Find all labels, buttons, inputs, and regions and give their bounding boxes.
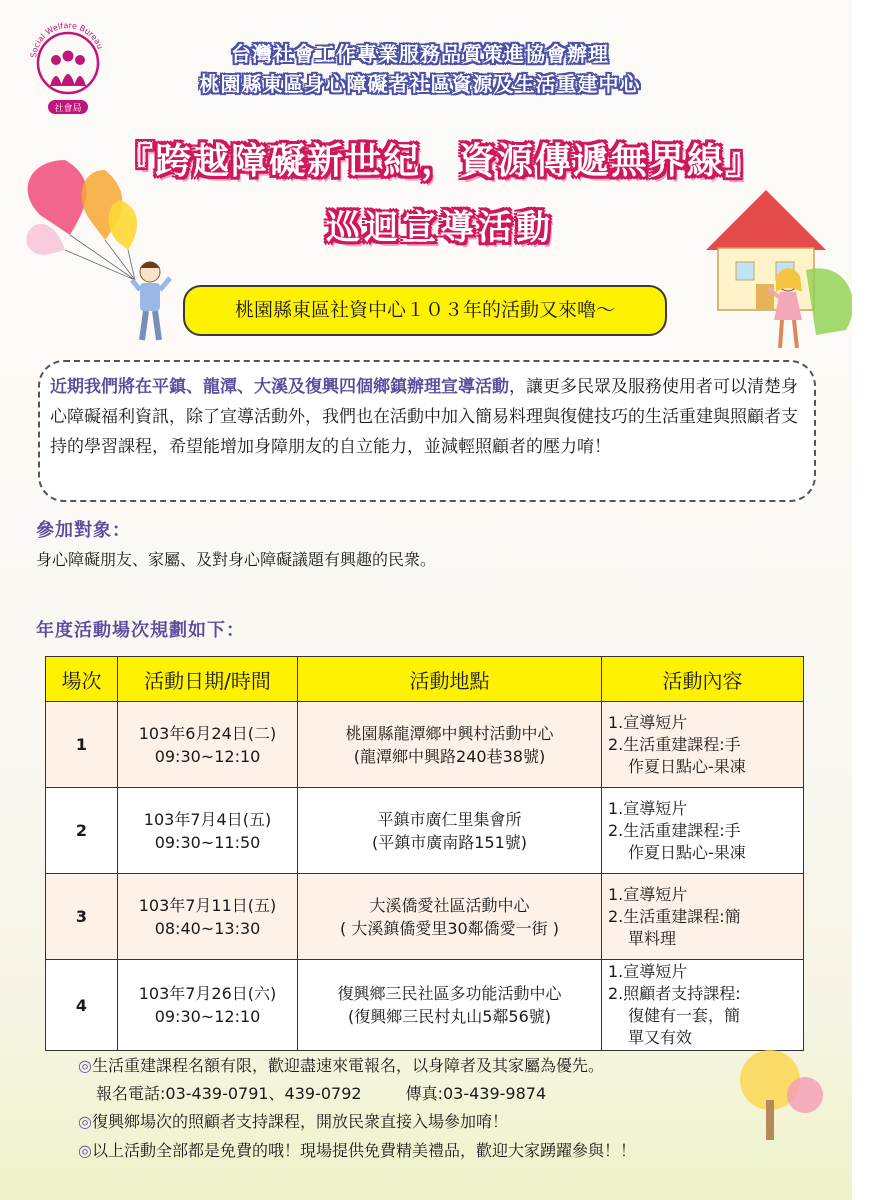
schedule-heading: 年度活動場次規劃如下： [36, 620, 245, 641]
note-mark: ◎ [78, 1056, 92, 1075]
col-header-datetime: 活動日期/時間 [118, 657, 298, 702]
content-line: 2.生活重建課程:簡 [608, 906, 741, 926]
scan-edge [852, 0, 872, 1200]
content-line: 1.宣導短片 [608, 884, 688, 904]
note-registration [78, 1053, 604, 1076]
venue-name: 大溪僑愛社區活動中心 [369, 895, 530, 915]
intro-box [38, 360, 816, 502]
content-line: 1.宣導短片 [608, 798, 688, 818]
intro-text: ，讓更多民眾及服務使用者可以清楚身心障礙福利資訊，除了宣導活動外，我們也在活動中加入簡易料理與復健技巧的生活重建與照顧者支持的學習課程，希望能增加身障朋友的自立能力，並減輕照顧者的壓力唷！ [50, 377, 798, 457]
intro-paragraph [40, 362, 814, 462]
table-header-row [46, 657, 804, 702]
logo-bottom-text: 社會局 [54, 104, 82, 114]
content-line: 1.宣導短片 [608, 712, 688, 732]
content-line: 單又有效 [628, 1028, 693, 1047]
table-row [46, 874, 804, 960]
session-datetime [118, 960, 298, 1051]
center-name-line: 桃園縣東區身心障礙者社區資源及生活重建中心 [199, 72, 641, 96]
content-line: 復健有一套，簡 [628, 1006, 741, 1025]
content-line: 2.照顧者支持課程: [608, 984, 741, 1003]
venue-address: (復興鄉三民村丸山5鄰56號) [347, 1007, 552, 1026]
note-mark: ◎ [78, 1112, 92, 1131]
venue-address: ( 大溪鎮僑愛里30鄰僑愛一街 ) [339, 918, 560, 938]
intro-highlight: 近期我們將在平鎮、龍潭、大溪及復興四個鄉鎮辦理宣導活動 [50, 377, 509, 397]
note-text: 生活重建課程名額有限，歡迎盡速來電報名，以身障者及其家屬為優先。 [91, 1056, 604, 1075]
session-date: 103年6月24日(二) [138, 723, 277, 743]
session-content [602, 960, 804, 1051]
sub-title: 巡迴宣導活動 [326, 208, 554, 248]
session-venue [298, 788, 602, 874]
schedule-table [45, 656, 804, 1051]
main-title: 『跨越障礙新世紀，資源傳遞無界線』 [116, 141, 763, 182]
session-venue [298, 960, 602, 1051]
content-line: 作夏日點心-果凍 [628, 842, 746, 862]
session-date: 103年7月11日(五) [138, 895, 277, 915]
note-free [78, 1138, 636, 1161]
venue-address: (龍潭鄉中興路240巷38號) [353, 746, 546, 766]
session-time: 09:30~11:50 [154, 832, 261, 852]
session-venue [298, 874, 602, 960]
audience-heading: 參加對象： [36, 520, 131, 541]
session-content [602, 788, 804, 874]
note-text: 復興鄉場次的照顧者支持課程，開放民衆直接入場參加唷！ [91, 1112, 508, 1131]
session-time: 09:30~12:10 [154, 1007, 261, 1026]
note-mark: ◎ [78, 1141, 92, 1160]
content-line: 2.生活重建課程:手 [608, 820, 741, 840]
table-row [46, 702, 804, 788]
note-fuxing [78, 1109, 508, 1132]
session-datetime [118, 702, 298, 788]
organizer-line: 台灣社會工作專業服務品質策進協會辦理 [231, 42, 609, 66]
social-welfare-logo [26, 8, 110, 118]
session-time: 08:40~13:30 [154, 918, 261, 938]
session-number: 4 [46, 960, 118, 1051]
venue-address: (平鎮市廣南路151號) [371, 832, 528, 852]
col-header-content: 活動內容 [602, 657, 804, 702]
tree-decoration [720, 1040, 840, 1140]
col-header-session: 場次 [46, 657, 118, 702]
table-row [46, 960, 804, 1051]
session-content [602, 874, 804, 960]
session-date: 103年7月4日(五) [143, 809, 272, 829]
logo-ring-text: Social Welfare Bureau [29, 20, 105, 59]
table-row [46, 788, 804, 874]
session-number: 3 [46, 874, 118, 960]
activity-banner: 桃園縣東區社資中心１０３年的活動又來嚕～ [183, 285, 667, 336]
registration-phone: 報名電話:03-439-0791、439-0792 [96, 1084, 362, 1103]
note-text: 以上活動全部都是免費的哦！現場提供免費精美禮品，歡迎大家踴躍參與！！ [91, 1141, 636, 1160]
content-line: 1.宣導短片 [608, 962, 688, 981]
session-datetime [118, 788, 298, 874]
session-content [602, 702, 804, 788]
house-girl-illustration [696, 180, 866, 360]
venue-name: 平鎮市廣仁里集會所 [377, 809, 522, 829]
note-contact [96, 1081, 546, 1104]
content-line: 作夏日點心-果凍 [628, 756, 746, 776]
content-line: 單料理 [628, 928, 677, 948]
audience-text: 身心障礙朋友、家屬、及對身心障礙議題有興趣的民衆。 [36, 550, 437, 569]
fax-number: 傳真:03-439-9874 [405, 1084, 547, 1103]
session-number: 2 [46, 788, 118, 874]
content-line: 2.生活重建課程:手 [608, 734, 741, 754]
session-date: 103年7月26日(六) [138, 984, 277, 1003]
session-time: 09:30~12:10 [154, 746, 261, 766]
venue-name: 桃園縣龍潭鄉中興村活動中心 [345, 723, 554, 743]
session-number: 1 [46, 702, 118, 788]
venue-name: 復興鄉三民社區多功能活動中心 [337, 984, 562, 1003]
col-header-venue: 活動地點 [298, 657, 602, 702]
session-datetime [118, 874, 298, 960]
session-venue [298, 702, 602, 788]
